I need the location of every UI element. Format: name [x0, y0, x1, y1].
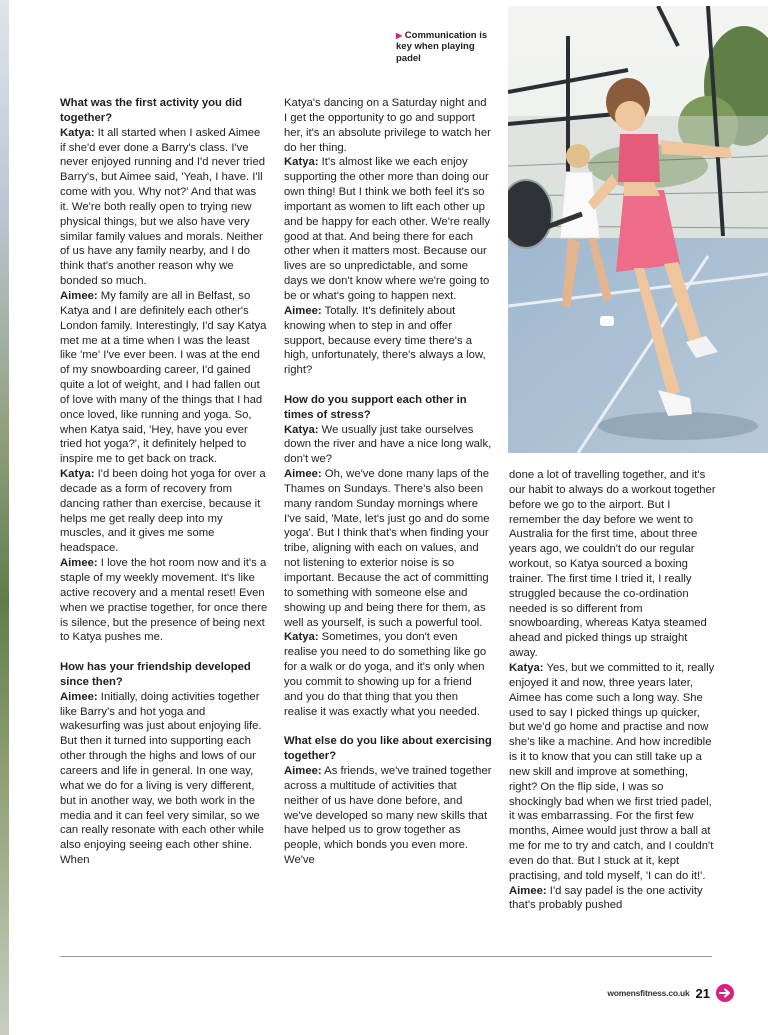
article-paragraph [509, 468, 717, 913]
article-column-3 [509, 468, 717, 913]
interview-answer [284, 630, 492, 719]
interview-answer [60, 690, 268, 868]
article-column-1 [60, 96, 268, 868]
article-paragraph [60, 660, 268, 868]
answer-text: I'd say padel is the one activity that's probably pushed [509, 884, 703, 912]
answer-text: I love the hot room now and it's a staple of my weekly movement. It's like active recovery and a mental reset! Even when we practise together, for once there is silence, but the presence of being next to Katya pushes me. [60, 557, 268, 644]
interview-answer [60, 556, 268, 645]
website-url: womensfitness.co.uk [607, 988, 690, 998]
speaker-name: Katya: [284, 631, 319, 644]
article-paragraph [60, 96, 268, 645]
page-footer [607, 984, 734, 1002]
speaker-name: Aimee: [60, 289, 98, 302]
answer-text: done a lot of travelling together, and it's our habit to always do a workout together before we go to the airport. But I remember the day before we went to Australia for the first time, about three years ago, we couldn't do our regular workout, so Katya sourced a boxing trainer. The first time I tried it, I really struggled because the co-ordination needed is so different from snowboarding, whereas Katya steamed ahead and picked things up straight away. [509, 469, 716, 660]
page-number: 21 [695, 985, 710, 1001]
answer-text: Initially, doing activities together like Barry's and hot yoga and wakesurfing was just about enjoying life. But then it turned into supporting each other through the highs and lows of our careers and life in general. In one way, what we do for a living is very different, but in another way, we both work in the media and it can feel very similar, so we can really resonate with each other while also enjoying seeing each other shine. When [60, 690, 265, 867]
article-column-2 [284, 96, 492, 868]
interview-answer [284, 96, 492, 155]
speaker-name: Aimee: [509, 884, 547, 897]
answer-text: It's almost like we each enjoy supporting the other more than doing our own thing! But I think we both feel it's so important as women to lift each other up and be happy for each other. We're really good at that. And being there for each other when it matters most. Because our lives are so unpredictable, and some days we don't know where we're going to be or what's going to happen next. [284, 156, 491, 302]
article-paragraph [284, 96, 492, 378]
speaker-name: Aimee: [60, 557, 98, 570]
answer-text: As friends, we've trained together across a multitude of activities that neither of us have done before, and we've developed so many new skills that have helped us to grow together as people, which bonds you even more. We've [284, 764, 492, 867]
interview-answer [284, 304, 492, 378]
interview-answer [60, 289, 268, 467]
interview-answer [509, 661, 717, 884]
footer-divider [60, 956, 712, 957]
interview-question: How do you support each other in times of stress? [284, 393, 467, 421]
answer-text: Katya's dancing on a Saturday night and I get the opportunity to go and support her, it's an absolute privilege to watch her do her thing. [284, 97, 491, 154]
answer-text: We usually just take ourselves down the river and have a nice long walk, don't we? [284, 423, 492, 466]
speaker-name: Katya: [284, 423, 319, 436]
answer-text: Totally. It's definitely about knowing when to step in and offer support, because every time there's a high, unfortunately, there's always a low, right? [284, 304, 486, 377]
triangle-right-icon: ▶ [396, 31, 403, 40]
speaker-name: Aimee: [284, 764, 322, 777]
padel-photo [508, 6, 768, 453]
speaker-name: Aimee: [284, 304, 322, 317]
speaker-name: Katya: [284, 156, 319, 169]
article-paragraph [284, 734, 492, 868]
photo-caption-text: Communication is key when playing padel [396, 30, 488, 64]
interview-answer [509, 468, 717, 661]
speaker-name: Katya: [509, 661, 544, 674]
interview-answer [284, 764, 492, 868]
interview-answer [509, 884, 717, 914]
left-page-edge [0, 0, 9, 1035]
answer-text: I'd been doing hot yoga for over a decade as a form of recovery from dancing rather than exercise, because it helps me get really deep into my muscles, and it gives me some headspace. [60, 468, 266, 555]
interview-answer [284, 155, 492, 303]
answer-text: My family are all in Belfast, so Katya and I are definitely each other's London family. Interestingly, I'd say Katya met me at a time when I was the least like 'me' I've ever been. I was at the end of my snowboarding career, I'd gained quite a lot of weight, and I had fallen out of love with many of the things that I had once loved, like running and yoga. So, when Katya said, 'Hey, have you ever tried hot yoga?', it definitely helped to inspire me to get back on track. [60, 289, 267, 466]
speaker-name: Katya: [60, 126, 95, 139]
interview-question: What else do you like about exercising together? [284, 735, 492, 763]
interview-answer [284, 423, 492, 468]
photo-caption [396, 30, 488, 64]
interview-answer [284, 467, 492, 630]
answer-text: Oh, we've done many laps of the Thames on Sundays. There's also been many random Sunday mornings where I've said, 'Mate, let's just go and do some yoga'. But I think that's when finding your tribe, aligning with each on values, and not listening to exterior noise is so important. Because the act of committing to something with someone else and showing up and being there for them, as well as yourself, is such a powerful tool. [284, 468, 490, 629]
interview-question: What was the first activity you did together? [60, 97, 243, 124]
answer-text: It all started when I asked Aimee if she'd ever done a Barry's class. I've never enjoyed running and I'd never tried Barry's, but Aimee said, 'Yeah, I have. I'll come with you. Why not?' And that was it. We're both really open to trying new physical things, but we also have very similar family values and morals. Neither of us have any family nearby, and I do think that's another reason why we bonded so much. [60, 126, 266, 288]
speaker-name: Aimee: [60, 690, 98, 703]
article-paragraph [284, 393, 492, 720]
speaker-name: Aimee: [284, 468, 322, 481]
interview-question: How has your friendship developed since then? [60, 661, 251, 688]
interview-answer [60, 126, 268, 289]
interview-answer [60, 467, 268, 556]
speaker-name: Katya: [60, 468, 95, 481]
answer-text: Yes, but we committed to it, really enjoyed it and now, three years later, Aimee has come such a long way. She used to say I picked things up quicker, but we'd go home and practise and now she's like a machine. And how incredible is it to know that you can still take up a new skill and improve at something, right? On the flip side, I was so shockingly bad when we first tried padel, it was embarrassing. For the first few months, Aimee would just throw a ball at me for me to try and catch, and I couldn't even do that. But I stuck at it, kept practising, and told myself, 'I can do it!'. [509, 661, 715, 882]
answer-text: Sometimes, you don't even realise you need to do something like go for a walk or do yoga, and it's only when you commit to showing up for a friend and you do that thing that you then realise it was exactly what you needed. [284, 631, 487, 718]
arrow-right-circle-icon[interactable] [716, 984, 734, 1002]
